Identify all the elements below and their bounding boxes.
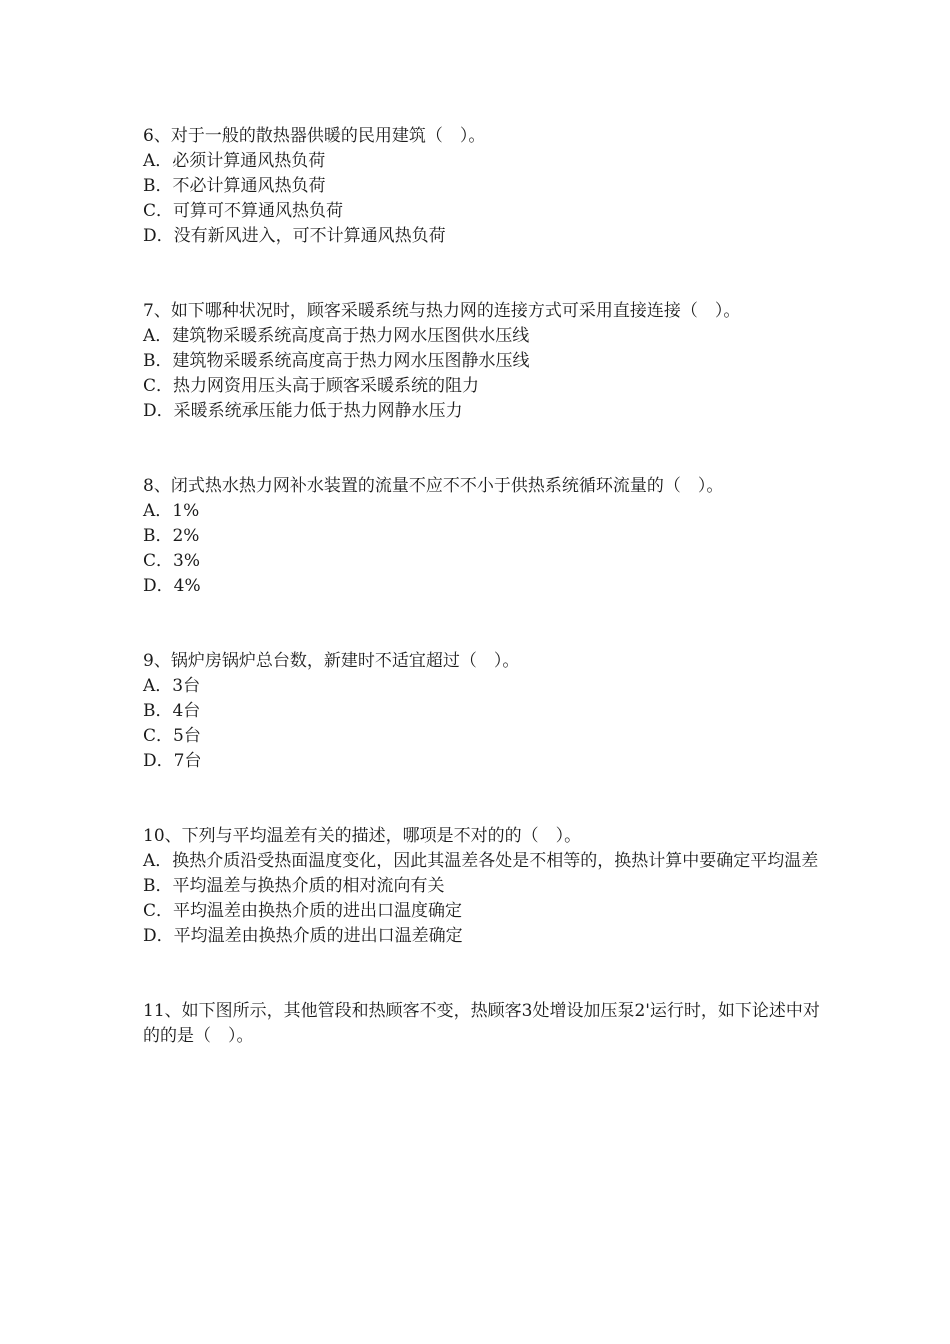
document-page [143,124,823,1049]
question-10 [143,824,823,949]
option-b: B．不必计算通风热负荷 [143,176,326,196]
question-stem: 8、闭式热水热力网补水装置的流量不应不不小于供热系统循环流量的（ ）。 [143,476,724,496]
question-7 [143,299,823,424]
question-stem: 9、锅炉房锅炉总台数，新建时不适宜超过（ ）。 [143,651,520,671]
option-a: A．3台 [143,676,201,696]
option-d: D．采暖系统承压能力低于热力网静水压力 [143,401,463,421]
option-c: C．5台 [143,726,201,746]
option-c: C．3% [143,551,200,571]
option-a: A．换热介质沿受热面温度变化，因此其温差各处是不相等的，换热计算中要确定平均温差 [143,851,819,871]
question-8 [143,474,823,599]
option-c: C．可算可不算通风热负荷 [143,201,344,221]
option-b: B．4台 [143,701,201,721]
option-d: D．平均温差由换热介质的进出口温差确定 [143,926,463,946]
option-b: B．建筑物采暖系统高度高于热力网水压图静水压线 [143,351,530,371]
question-6 [143,124,823,249]
option-a: A．1% [143,501,200,521]
option-d: D．4% [143,576,201,596]
question-11 [143,999,823,1049]
option-b: B．2% [143,526,200,546]
question-stem: 11、如下图所示，其他管段和热顾客不变，热顾客3处增设加压泵2'运行时，如下论述中对的的是（ ）。 [143,1001,820,1046]
option-a: A．建筑物采暖系统高度高于热力网水压图供水压线 [143,326,530,346]
option-d: D．没有新风进入，可不计算通风热负荷 [143,226,446,246]
option-c: C．平均温差由换热介质的进出口温度确定 [143,901,463,921]
option-d: D．7台 [143,751,202,771]
question-stem: 10、下列与平均温差有关的描述，哪项是不对的的（ ）。 [143,826,582,846]
question-stem: 7、如下哪种状况时，顾客采暖系统与热力网的连接方式可采用直接连接（ ）。 [143,301,741,321]
option-b: B．平均温差与换热介质的相对流向有关 [143,876,445,896]
question-9 [143,649,823,774]
option-a: A．必须计算通风热负荷 [143,151,326,171]
option-c: C．热力网资用压头高于顾客采暖系统的阻力 [143,376,480,396]
question-stem: 6、对于一般的散热器供暖的民用建筑（ ）。 [143,126,486,146]
